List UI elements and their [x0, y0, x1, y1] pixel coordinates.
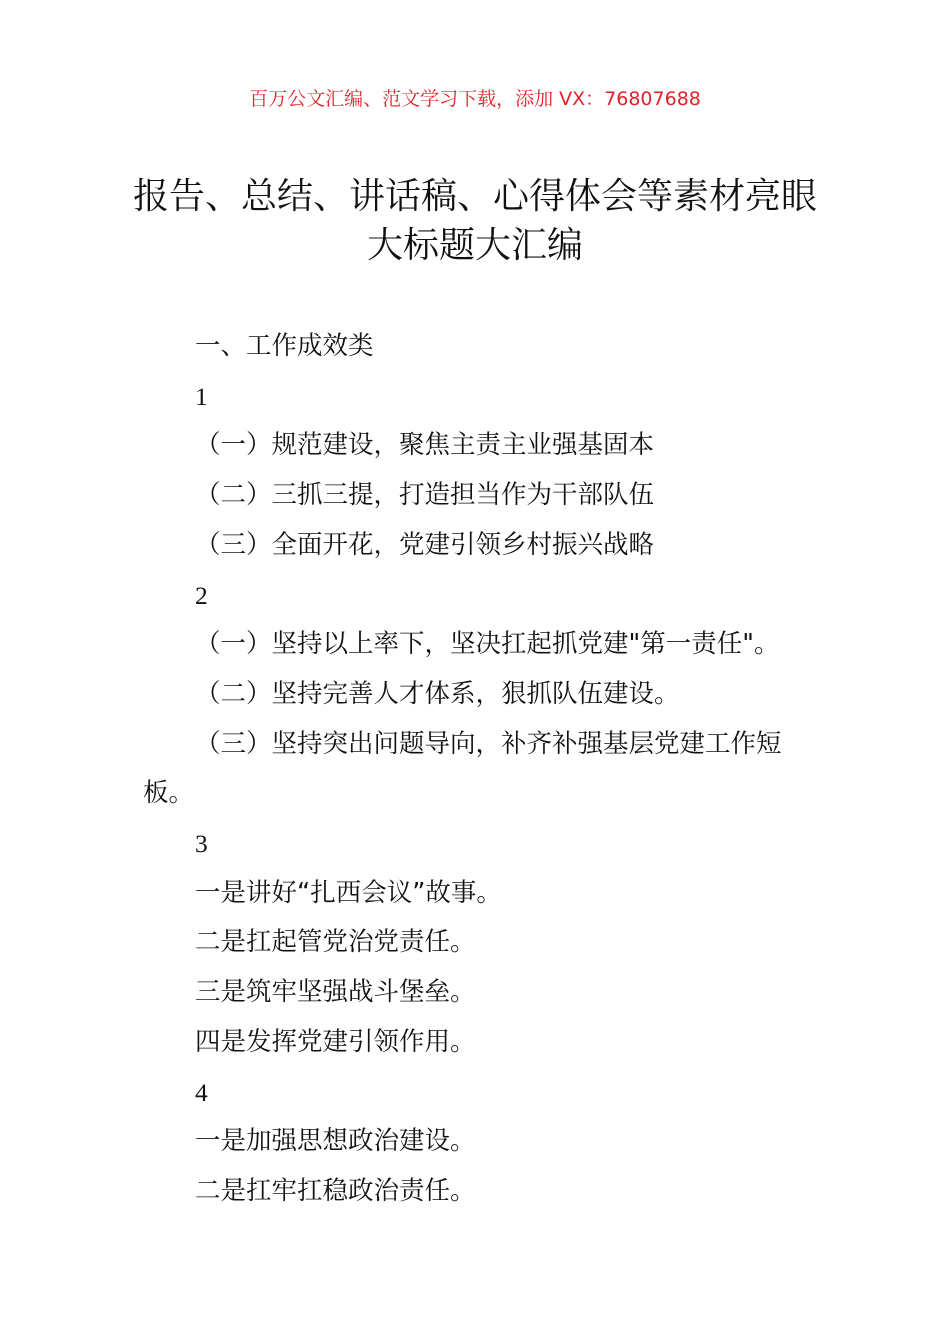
paragraph: （三）全面开花，党建引领乡村振兴战略 — [195, 529, 655, 560]
section-number: 4 — [195, 1077, 208, 1107]
paragraph: （一）规范建设，聚焦主责主业强基固本 — [195, 430, 655, 461]
paragraph: （一）坚持以上率下，坚决扛起抓党建"第一责任"。 — [195, 629, 780, 660]
paragraph: 二是扛牢扛稳政治责任。 — [195, 1175, 476, 1206]
section-number: 1 — [195, 381, 208, 411]
section-number: 2 — [195, 580, 208, 610]
paragraph: 二是扛起管党治党责任。 — [195, 927, 476, 958]
paragraph: 一是讲好“扎西会议”故事。 — [195, 877, 502, 908]
paragraph: （二）三抓三提，打造担当作为干部队伍 — [195, 480, 655, 511]
paragraph: 一是加强思想政治建设。 — [195, 1126, 476, 1157]
paragraph: （二）坚持完善人才体系，狠抓队伍建设。 — [195, 678, 680, 709]
paragraph: 三是筑牢坚强战斗堡垒。 — [195, 977, 476, 1008]
document-body — [143, 322, 805, 1217]
section-heading: 一、工作成效类 — [195, 331, 374, 361]
document-title: 报告、总结、讲话稿、心得体会等素材亮眼大标题大汇编 — [132, 176, 817, 266]
paragraph: 四是发挥党建引领作用。 — [195, 1026, 476, 1057]
watermark-header: 百万公文汇编、范文学习下载，添加 VX：76807688 — [249, 88, 701, 110]
section-number: 3 — [195, 829, 208, 859]
paragraph: （三）坚持突出问题导向，补齐补强基层党建工作短板。 — [143, 728, 782, 809]
